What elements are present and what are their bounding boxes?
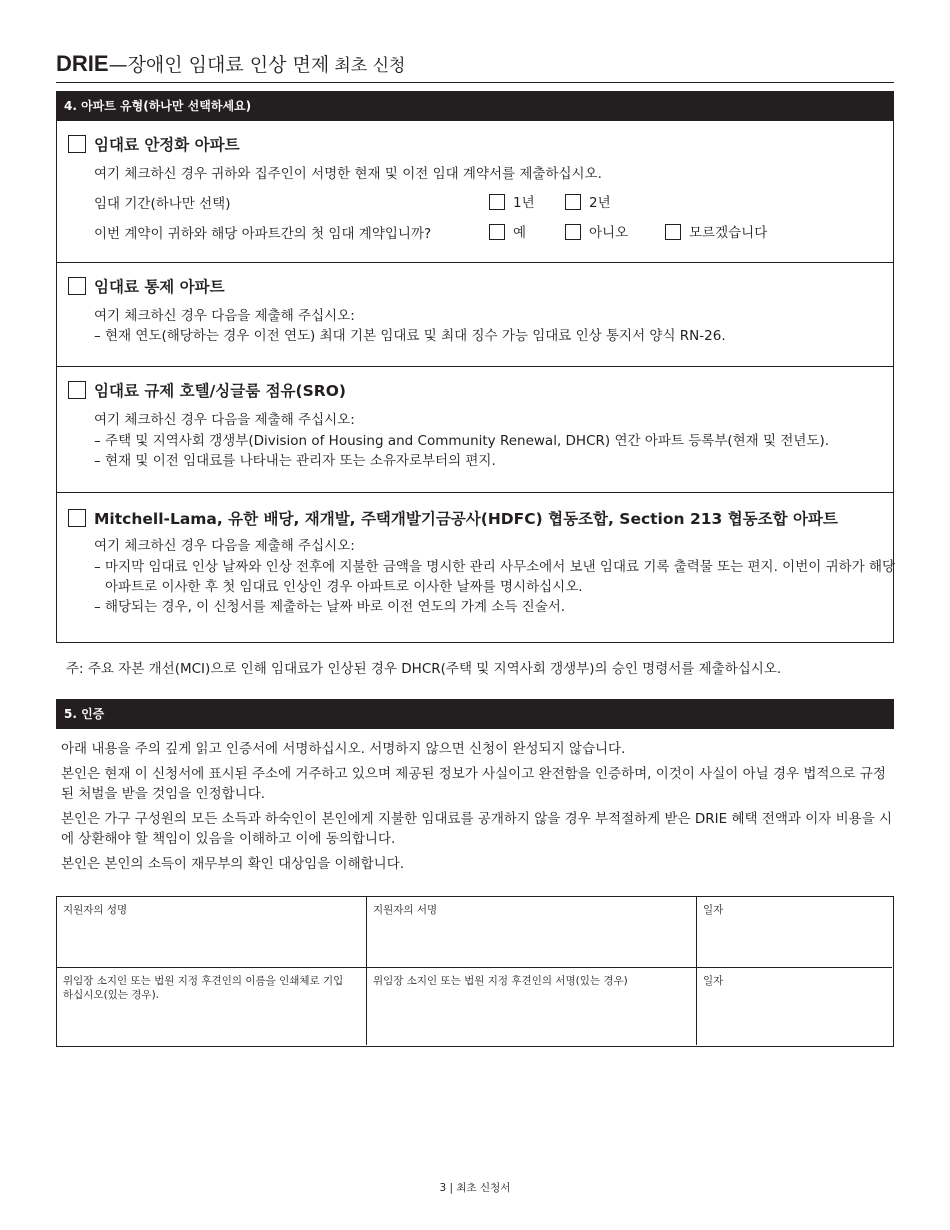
option-mitchell-lama-header [68, 507, 838, 529]
option-label: 임대료 규제 호텔/싱글룸 점유(SRO) [94, 382, 346, 400]
applicant-date-field[interactable] [697, 897, 892, 967]
first-lease-yes-checkbox[interactable] [489, 224, 505, 240]
option-description: 여기 체크하신 경우 다음을 제출해 주십시오: [94, 538, 355, 554]
choice-label: 예 [513, 225, 527, 241]
requirement-item: – 주택 및 지역사회 갱생부(Division of Housing and Community Renewal, DHCR) 연간 아파트 등록부(현재 및 전년도). [94, 433, 830, 449]
first-lease-unknown[interactable] [665, 221, 767, 241]
option-rent-stabilized [57, 121, 893, 263]
choice-label: 모르겠습니다 [689, 225, 768, 241]
choice-label: 1년 [513, 195, 535, 211]
first-lease-yes[interactable] [489, 221, 526, 241]
applicant-signature-field[interactable] [367, 897, 696, 967]
page-header [56, 50, 894, 83]
page-title: 장애인 임대료 인상 면제 [127, 54, 330, 76]
page-subtitle: 최초 신청 [334, 56, 406, 76]
option-label: 임대료 안정화 아파트 [94, 136, 240, 154]
choice-label: 2년 [589, 195, 611, 211]
option-rent-stabilized-header [68, 133, 240, 155]
option-rent-controlled [57, 263, 893, 367]
apartment-type-box [56, 121, 894, 643]
guardian-signature-field[interactable] [367, 968, 696, 1045]
lease-term-2yr[interactable] [565, 191, 611, 211]
first-lease-question: 이번 계약이 귀하와 해당 아파트간의 첫 임대 계약입니까? [94, 226, 432, 242]
field-label: 위임장 소지인 또는 법원 지정 후견인의 이름을 인쇄체로 기입하십시오(있는 경우). [63, 975, 344, 1001]
brand-title: DRIE [56, 51, 109, 76]
choice-label: 아니오 [589, 225, 629, 241]
first-lease-no-checkbox[interactable] [565, 224, 581, 240]
requirement-item: – 현재 연도(해당하는 경우 이전 연도) 최대 기본 임대료 및 최대 징수 가능 임대료 인상 통지서 양식 RN-26. [94, 328, 726, 344]
field-label: 지원자의 서명 [373, 904, 438, 916]
option-mitchell-lama [57, 493, 896, 643]
lease-term-question: 임대 기간(하나만 선택) [94, 196, 231, 212]
option-label: Mitchell-Lama, 유한 배당, 재개발, 주택개발기금공사(HDFC) 협동조합, Section 213 협동조합 아파트 [94, 510, 838, 528]
certification-paragraph: 본인은 가구 구성원의 모든 소득과 하숙인이 본인에게 지불한 임대료를 공개하지 않을 경우 부적절하게 받은 DRIE 혜택 전액과 이자 비용을 시에 상환해야 할 책임이 있음을 이해하고 이에 동의합니다. [61, 811, 893, 847]
field-label: 지원자의 성명 [63, 904, 128, 916]
signature-table [56, 896, 894, 1047]
field-label: 위임장 소지인 또는 법원 지정 후견인의 서명(있는 경우) [373, 975, 628, 987]
option-description: 여기 체크하신 경우 귀하와 집주인이 서명한 현재 및 이전 임대 계약서를 제출하십시오. [94, 166, 602, 182]
title-dash: — [108, 54, 128, 76]
section4-heading: 4. 아파트 유형(하나만 선택하세요) [56, 91, 894, 121]
first-lease-unknown-checkbox[interactable] [665, 224, 681, 240]
requirement-item: – 마지막 임대료 인상 날짜와 인상 전후에 지불한 금액을 명시한 관리 사무소에서 보낸 임대료 기록 출력물 또는 편지. 이번이 귀하가 해당 아파트로 이사한 후 첫 임대료 인상인 경우 아파트로 이사한 날짜를 명시하십시오. [94, 559, 896, 595]
certification-paragraph: 본인은 본인의 소득이 재무부의 확인 대상임을 이해합니다. [61, 856, 405, 872]
lease-1yr-checkbox[interactable] [489, 194, 505, 210]
hotel-sro-checkbox[interactable] [68, 381, 86, 399]
lease-2yr-checkbox[interactable] [565, 194, 581, 210]
option-rent-regulated-hotel [57, 367, 893, 493]
field-label: 일자 [703, 904, 724, 916]
lease-term-1yr[interactable] [489, 191, 535, 211]
certification-paragraph: 본인은 현재 이 신청서에 표시된 주소에 거주하고 있으며 제공된 정보가 사실이고 완전함을 인증하며, 이것이 사실이 아닐 경우 법적으로 규정된 처벌을 받을 것임을 인정합니다. [61, 766, 886, 802]
rent-controlled-checkbox[interactable] [68, 277, 86, 295]
page-footer: 3 | 최초 신청서 [439, 1182, 511, 1194]
mitchell-lama-checkbox[interactable] [68, 509, 86, 527]
option-description: 여기 체크하신 경우 다음을 제출해 주십시오: [94, 308, 355, 324]
mci-note: 주: 주요 자본 개선(MCI)으로 인해 임대료가 인상된 경우 DHCR(주택 및 지역사회 갱생부)의 승인 명령서를 제출하십시오. [66, 661, 782, 677]
option-hotel-header [68, 379, 346, 401]
requirement-item: – 현재 및 이전 임대료를 나타내는 관리자 또는 소유자로부터의 편지. [94, 453, 496, 469]
certification-paragraph: 아래 내용을 주의 깊게 읽고 인증서에 서명하십시오. 서명하지 않으면 신청이 완성되지 않습니다. [61, 741, 626, 757]
rent-stabilized-checkbox[interactable] [68, 135, 86, 153]
section5-heading: 5. 인증 [56, 699, 894, 729]
field-label: 일자 [703, 975, 724, 987]
guardian-name-field[interactable] [57, 968, 366, 1045]
first-lease-no[interactable] [565, 221, 628, 241]
option-rent-controlled-header [68, 275, 225, 297]
applicant-name-field[interactable] [57, 897, 366, 967]
requirement-item: – 해당되는 경우, 이 신청서를 제출하는 날짜 바로 이전 연도의 가계 소득 진술서. [94, 599, 566, 615]
option-label: 임대료 통제 아파트 [94, 278, 225, 296]
guardian-date-field[interactable] [697, 968, 892, 1045]
option-description: 여기 체크하신 경우 다음을 제출해 주십시오: [94, 412, 355, 428]
